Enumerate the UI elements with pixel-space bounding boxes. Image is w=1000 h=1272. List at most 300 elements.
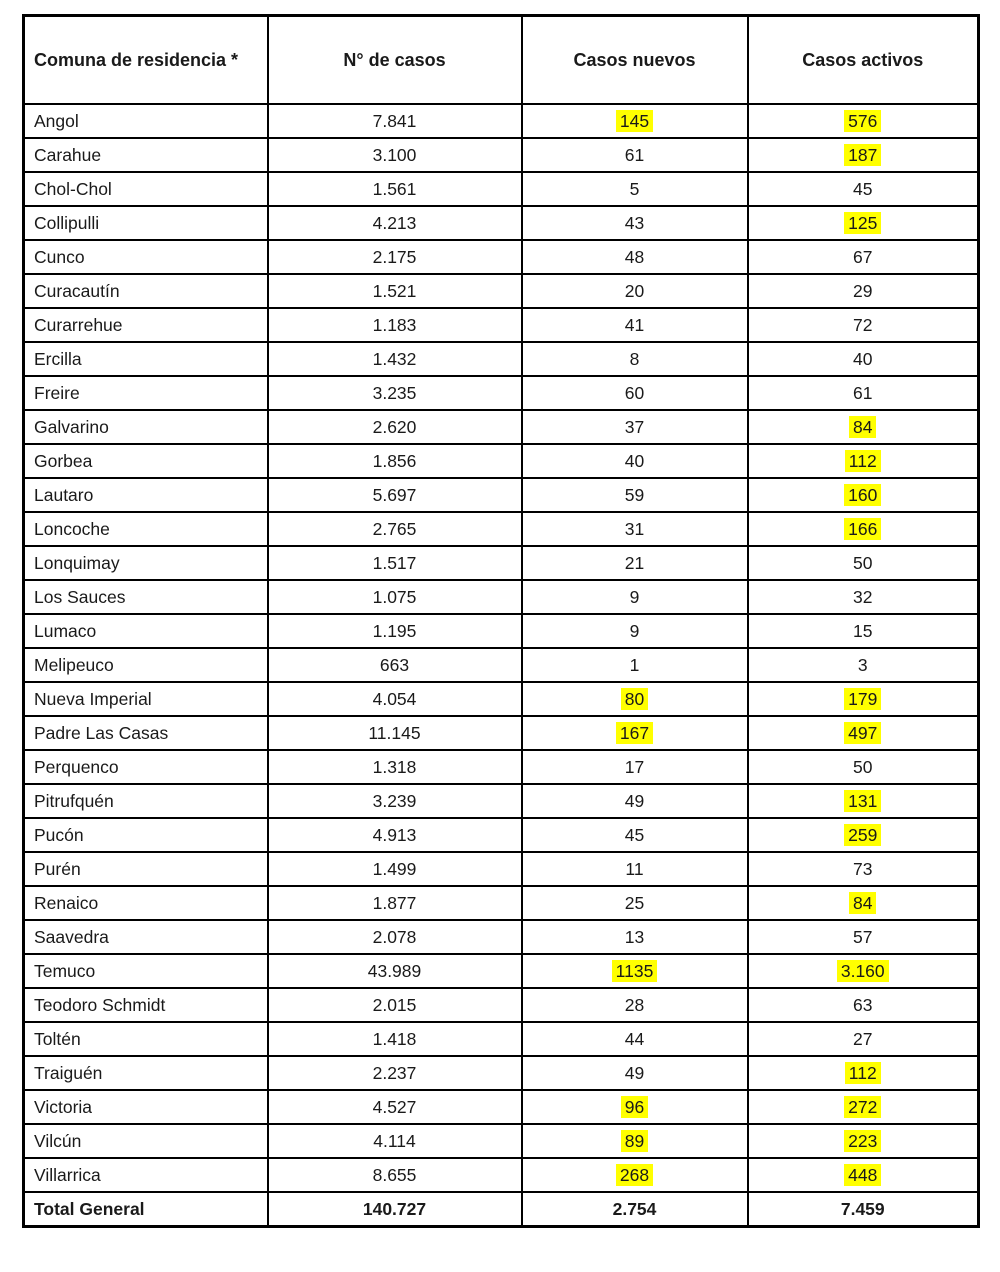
cell-casos-activos [748,240,979,274]
highlighted-value: 166 [844,518,881,540]
table-row [24,1158,979,1192]
value: 61 [624,144,645,165]
value: 45 [853,178,873,199]
cell-casos-nuevos [522,274,748,308]
value: Collipulli [34,212,100,233]
highlighted-value: 3.160 [837,960,889,982]
table-row [24,1124,979,1158]
cell-casos-activos [748,138,979,172]
cell-comuna [24,750,268,784]
value: Total General [34,1198,145,1219]
cell-n-casos [268,1192,522,1227]
cell-comuna [24,546,268,580]
cases-table-container [22,14,980,1228]
cell-casos-nuevos [522,1090,748,1124]
value: 1.856 [372,450,417,471]
value: 57 [853,926,873,947]
cell-casos-nuevos [522,818,748,852]
value: 44 [624,1028,645,1049]
cell-n-casos [268,240,522,274]
cell-casos-activos [748,954,979,988]
cell-casos-activos [748,988,979,1022]
cell-comuna [24,444,268,478]
cell-casos-activos [748,852,979,886]
value: 1.183 [372,314,417,335]
value: 49 [624,790,645,811]
value: 2.237 [372,1062,417,1083]
value: 4.114 [373,1130,416,1151]
cell-casos-nuevos [522,716,748,750]
cell-casos-activos [748,716,979,750]
cell-n-casos [268,478,522,512]
table-row [24,138,979,172]
cell-comuna [24,410,268,444]
value: 1.499 [372,858,417,879]
value: Perquenco [34,756,119,777]
cell-comuna [24,172,268,206]
cell-casos-nuevos [522,376,748,410]
highlighted-value: 272 [844,1096,881,1118]
cell-casos-nuevos [522,648,748,682]
value: 50 [853,756,873,777]
value: 1 [629,654,640,675]
highlighted-value: 1135 [612,960,658,982]
value: 37 [624,416,645,437]
cell-casos-nuevos [522,444,748,478]
value: 43.989 [367,960,422,981]
cell-casos-nuevos [522,410,748,444]
highlighted-value: 89 [621,1130,648,1152]
table-header [24,16,979,105]
table-row [24,342,979,376]
header-casos-nuevos: Casos nuevos [522,16,748,105]
cell-casos-nuevos [522,512,748,546]
highlighted-value: 167 [616,722,653,744]
cell-casos-activos [748,1056,979,1090]
cell-casos-nuevos [522,852,748,886]
cell-comuna [24,682,268,716]
highlighted-value: 84 [849,892,876,914]
table-row [24,376,979,410]
value: 43 [624,212,645,233]
cell-casos-activos [748,478,979,512]
cell-comuna [24,138,268,172]
value: 61 [853,382,873,403]
highlighted-value: 112 [845,1062,881,1084]
table-row [24,920,979,954]
cell-n-casos [268,512,522,546]
value: 8.655 [372,1164,417,1185]
cases-table [22,14,980,1228]
cell-casos-nuevos [522,206,748,240]
cell-n-casos [268,138,522,172]
highlighted-value: 84 [849,416,876,438]
table-row [24,750,979,784]
cell-casos-activos [748,784,979,818]
cell-n-casos [268,682,522,716]
table-row [24,104,979,138]
cell-n-casos [268,988,522,1022]
value: Pucón [34,824,84,845]
value: 40 [624,450,645,471]
value: Cunco [34,246,85,267]
value: 20 [624,280,645,301]
cell-casos-activos [748,1090,979,1124]
value: Padre Las Casas [34,722,169,743]
cell-n-casos [268,1090,522,1124]
cell-n-casos [268,1056,522,1090]
table-row [24,444,979,478]
cell-casos-nuevos [522,682,748,716]
cell-casos-activos [748,104,979,138]
value: 8 [629,348,640,369]
cell-casos-activos [748,546,979,580]
value: Freire [34,382,80,403]
cell-casos-activos [748,1022,979,1056]
cell-casos-activos [748,886,979,920]
value: 5.697 [372,484,417,505]
table-row [24,308,979,342]
value: Lautaro [34,484,94,505]
value: 4.913 [372,824,417,845]
value: 40 [853,348,873,369]
cell-comuna [24,240,268,274]
cell-comuna [24,1192,268,1227]
cell-comuna [24,648,268,682]
value: Temuco [34,960,96,981]
highlighted-value: 576 [844,110,881,132]
value: Chol-Chol [34,178,112,199]
cell-n-casos [268,1022,522,1056]
cell-comuna [24,886,268,920]
value: Vilcún [34,1130,82,1151]
cell-n-casos [268,920,522,954]
cell-n-casos [268,342,522,376]
table-row [24,682,979,716]
cell-n-casos [268,444,522,478]
value: 2.175 [372,246,417,267]
cell-casos-activos [748,512,979,546]
cell-n-casos [268,1124,522,1158]
value: 1.561 [372,178,417,199]
value: 7.459 [840,1198,885,1219]
value: 2.620 [372,416,417,437]
cell-comuna [24,512,268,546]
table-row [24,716,979,750]
cell-n-casos [268,614,522,648]
highlighted-value: 448 [844,1164,881,1186]
table-row [24,818,979,852]
value: 32 [853,586,873,607]
table-row [24,172,979,206]
value: Lonquimay [34,552,120,573]
table-row [24,1056,979,1090]
value: 1.418 [372,1028,417,1049]
cell-n-casos [268,172,522,206]
highlighted-value: 80 [621,688,648,710]
cell-comuna [24,1022,268,1056]
cell-casos-nuevos [522,886,748,920]
cell-casos-activos [748,274,979,308]
value: 25 [624,892,645,913]
value: 50 [853,552,873,573]
value: Carahue [34,144,102,165]
cell-casos-activos [748,376,979,410]
value: 2.078 [372,926,417,947]
cell-comuna [24,308,268,342]
value: 1.517 [372,552,417,573]
cell-casos-activos [748,410,979,444]
value: 1.195 [372,620,417,641]
cell-casos-nuevos [522,104,748,138]
cell-comuna [24,852,268,886]
value: 48 [624,246,645,267]
value: Melipeuco [34,654,114,675]
cell-n-casos [268,274,522,308]
cell-comuna [24,274,268,308]
cell-casos-nuevos [522,614,748,648]
table-row [24,614,979,648]
value: 2.754 [612,1198,657,1219]
total-row [24,1192,979,1227]
value: 11.145 [368,722,421,743]
value: 140.727 [362,1198,427,1219]
cell-comuna [24,1090,268,1124]
cell-comuna [24,206,268,240]
value: Toltén [34,1028,81,1049]
value: 17 [624,756,645,777]
cell-n-casos [268,648,522,682]
table-row [24,240,979,274]
value: Teodoro Schmidt [34,994,166,1015]
value: 3.239 [372,790,417,811]
cell-casos-activos [748,1192,979,1227]
header-row [24,16,979,105]
value: 28 [624,994,645,1015]
table-row [24,954,979,988]
table-row [24,852,979,886]
cell-casos-activos [748,818,979,852]
value: Los Sauces [34,586,126,607]
table-row [24,546,979,580]
table-row [24,410,979,444]
value: 9 [629,620,640,641]
cell-casos-nuevos [522,988,748,1022]
cell-casos-activos [748,614,979,648]
value: 2.015 [372,994,417,1015]
cell-casos-activos [748,206,979,240]
cell-comuna [24,784,268,818]
highlighted-value: 187 [844,144,881,166]
value: 72 [853,314,873,335]
cell-comuna [24,614,268,648]
value: 31 [624,518,645,539]
value: 4.054 [372,688,417,709]
highlighted-value: 259 [844,824,881,846]
value: Traiguén [34,1062,103,1083]
cell-n-casos [268,954,522,988]
value: 663 [379,654,410,675]
cell-comuna [24,716,268,750]
cell-casos-nuevos [522,920,748,954]
value: 7.841 [372,110,417,131]
highlighted-value: 125 [844,212,881,234]
cell-comuna [24,104,268,138]
value: Villarrica [34,1164,101,1185]
cell-casos-activos [748,1124,979,1158]
header-casos-activos: Casos activos [748,16,979,105]
cell-comuna [24,1158,268,1192]
value: 11 [625,858,644,879]
cell-casos-activos [748,648,979,682]
highlighted-value: 223 [844,1130,881,1152]
value: 63 [853,994,873,1015]
cell-n-casos [268,376,522,410]
cell-casos-activos [748,920,979,954]
value: Purén [34,858,81,879]
cell-casos-nuevos [522,546,748,580]
value: 1.521 [372,280,417,301]
cell-casos-activos [748,342,979,376]
cell-comuna [24,1124,268,1158]
table-row [24,206,979,240]
cell-comuna [24,988,268,1022]
value: 1.075 [372,586,417,607]
cell-comuna [24,342,268,376]
header-comuna-label: Comuna de residencia * [34,49,239,70]
value: Renaico [34,892,99,913]
highlighted-value: 268 [616,1164,653,1186]
cell-casos-nuevos [522,172,748,206]
value: 3.100 [372,144,417,165]
value: 3 [857,654,868,675]
cell-casos-activos [748,580,979,614]
value: 4.527 [372,1096,417,1117]
cell-comuna [24,580,268,614]
value: 13 [624,926,645,947]
value: 5 [629,178,640,199]
table-row [24,512,979,546]
cell-n-casos [268,886,522,920]
value: Galvarino [34,416,109,437]
value: 41 [624,314,645,335]
cell-casos-activos [748,308,979,342]
value: Loncoche [34,518,110,539]
value: Angol [34,110,79,131]
cell-casos-nuevos [522,1192,748,1227]
cell-n-casos [268,818,522,852]
value: 60 [624,382,645,403]
value: 15 [853,620,873,641]
value: 59 [624,484,645,505]
value: Ercilla [34,348,82,369]
cell-casos-nuevos [522,478,748,512]
value: 27 [853,1028,873,1049]
cell-comuna [24,818,268,852]
cell-comuna [24,478,268,512]
cell-n-casos [268,852,522,886]
cell-comuna [24,1056,268,1090]
value: 45 [624,824,645,845]
value: Lumaco [34,620,97,641]
value: Curacautín [34,280,120,301]
value: 1.432 [372,348,417,369]
table-row [24,274,979,308]
cell-casos-nuevos [522,1158,748,1192]
value: 9 [629,586,640,607]
highlighted-value: 160 [844,484,881,506]
value: 3.235 [372,382,417,403]
cell-casos-nuevos [522,580,748,614]
cell-casos-nuevos [522,138,748,172]
cell-comuna [24,376,268,410]
value: 2.765 [372,518,417,539]
cell-casos-activos [748,172,979,206]
cell-n-casos [268,716,522,750]
highlighted-value: 179 [844,688,881,710]
table-row [24,1090,979,1124]
value: 67 [853,246,873,267]
cell-casos-activos [748,1158,979,1192]
value: 73 [853,858,873,879]
cell-casos-nuevos [522,240,748,274]
cell-casos-activos [748,750,979,784]
cell-casos-nuevos [522,784,748,818]
cell-casos-activos [748,682,979,716]
highlighted-value: 131 [844,790,881,812]
cell-n-casos [268,580,522,614]
cell-casos-nuevos [522,750,748,784]
value: 21 [624,552,645,573]
cell-casos-nuevos [522,1124,748,1158]
header-comuna [24,16,268,105]
value: Gorbea [34,450,93,471]
cell-casos-nuevos [522,1056,748,1090]
highlighted-value: 497 [844,722,881,744]
value: 1.877 [372,892,417,913]
cell-n-casos [268,410,522,444]
cell-comuna [24,920,268,954]
cell-casos-nuevos [522,308,748,342]
highlighted-value: 96 [621,1096,648,1118]
table-row [24,580,979,614]
table-row [24,478,979,512]
cell-n-casos [268,206,522,240]
cell-comuna [24,954,268,988]
value: 4.213 [372,212,417,233]
table-body [24,104,979,1227]
value: 29 [853,280,873,301]
cell-n-casos [268,784,522,818]
highlighted-value: 112 [845,450,881,472]
value: Victoria [34,1096,93,1117]
highlighted-value: 145 [616,110,653,132]
value: Saavedra [34,926,109,947]
value: Pitrufquén [34,790,114,811]
table-row [24,988,979,1022]
header-n-casos: N° de casos [268,16,522,105]
table-row [24,1022,979,1056]
cell-n-casos [268,1158,522,1192]
value: 1.318 [372,756,417,777]
value: 49 [624,1062,645,1083]
cell-n-casos [268,750,522,784]
cell-casos-nuevos [522,954,748,988]
cell-casos-activos [748,444,979,478]
cell-n-casos [268,104,522,138]
table-row [24,784,979,818]
cell-n-casos [268,308,522,342]
